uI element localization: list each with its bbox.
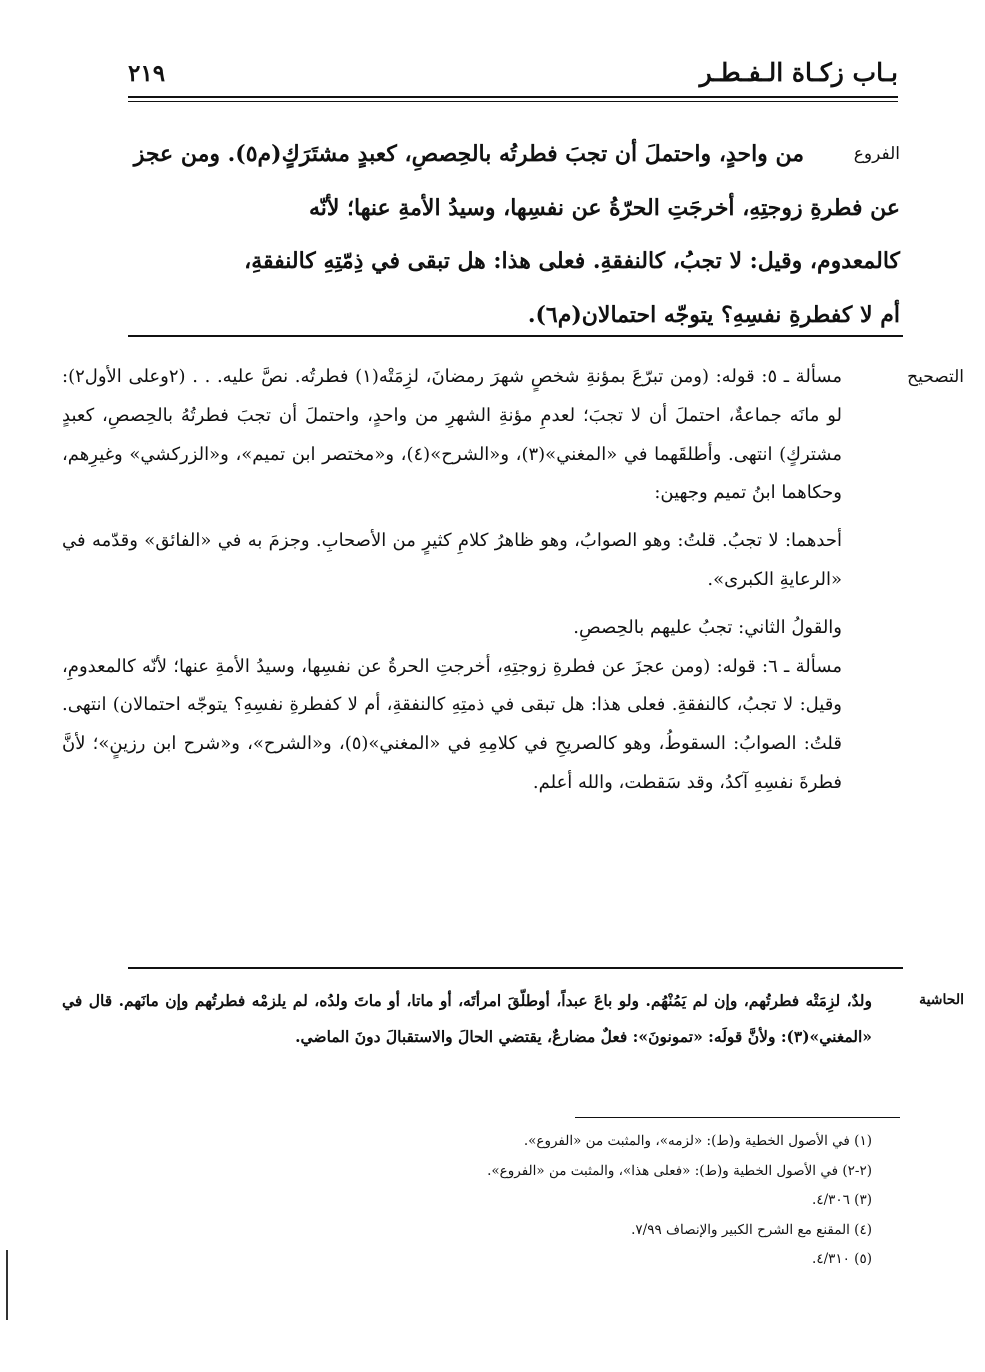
tashih-paragraph: مسألة ـ ٥: قوله: (ومن تبرّعَ بمؤنةِ شخصٍ شهرَ رمضانَ، لزِمَتْه(١) فطرتُه. نصَّ عليه. . . (٢وعلى الأول٢): لو مانَه جماعةٌ، احتملَ أن لا تجبَ؛ لعدمِ مؤنةِ الشهرِ من واحدٍ، واحتملَ أن تجبَ فطرتُهُ بالحِصصِ، كعبدٍ مشتركٍ) انتهى. وأطلقَهما في «المغني»(٣)، و«الشرح»(٤)، و«مختصر ابن تميم»، و«الزركشي» وغيرِهم، وحكاهما ابنُ تميم وجهين:	[62, 366, 843, 504]
furu-line: عن فطرةِ زوجتِهِ، أخرجَتِ الحرّةُ عن نفسِها، وسيدُ الأمةِ عنها؛ لأنّه	[308, 194, 900, 221]
footnote: (٢-٢) في الأصول الخطية و(ط): «فعلى هذا»، والمثبت من «الفروع».	[487, 1162, 872, 1179]
page-number: ٢١٩	[128, 60, 166, 87]
footnote: (٣) ٤/٣٠٦.	[812, 1192, 872, 1208]
section-divider	[128, 335, 903, 337]
furu-line: كالمعدوم، وقيل: لا تجبُ، كالنفقةِ. فعلى هذا: هل تبقى في ذِمّتِهِ كالنفقةِ،	[244, 248, 900, 274]
section-divider	[128, 967, 903, 969]
furu-label: الفروع	[853, 144, 900, 164]
running-head	[128, 58, 898, 98]
margin-mark	[6, 1250, 8, 1320]
chapter-title: بـاب زكـاة الـفـطـر	[699, 58, 898, 87]
tashih-paragraph: مسألة ـ ٦: قوله: (ومن عجزَ عن فطرةِ زوجتِهِ، أخرجتِ الحرةُ عن نفسِها، وسيدُ الأمةِ عنها؛ لأنّه كالمعدومِ، وقيل: لا تجبُ، كالنفقةِ. فعلى هذا: هل تبقى في ذمتِهِ كالنفقةِ، أم لا كفطرةِ نفسِهِ؟ يتوجّه احتمالان) انتهى. قلتُ: الصوابُ: السقوطُ، وهو كالصريحِ في كلامِهِ في «المغني»(٥)، و«الشرح»، و«شرح ابن رزينٍ»؛ لأنَّ فطرةَ نفسِهِ آكدُ، وقد سَقطت، والله أعلم.	[62, 655, 842, 793]
footnote: (٥) ٤/٣١٠.	[812, 1251, 872, 1267]
hashiya-label: الحاشية	[919, 992, 964, 1008]
furu-line: أم لا كفطرةِ نفسِهِ؟ يتوجّه احتمالان(م٦).	[527, 301, 900, 328]
footnote: (٤) المقنع مع الشرح الكبير والإنصاف ٧/٩٩.	[631, 1221, 872, 1238]
hashiya-section	[62, 983, 964, 1054]
hashiya-text: ولدٌ، لزِمَتْه فطرتُهم، وإن لم يَمُنْهُم. ولو باعَ عبداً، أوطلّقَ امرأتَه، أو ماتا، أو ماتَ ولدُه، لم يلزمْه فطرتُهم وإن مانَهم. قال في «المغني»(٣): ولأنَّ قولَه: «تمونونَ»: فعلٌ مضارعٌ، يقتضي الحالَ والاستقبالَ دونَ الماضي.	[62, 991, 872, 1046]
tashih-paragraph: والقولُ الثاني: تجبُ عليهم بالحِصصِ.	[573, 616, 842, 638]
tashih-section	[62, 358, 964, 803]
footnotes-rule	[575, 1117, 900, 1118]
footnote: (١) في الأصول الخطية و(ط): «لزمه»، والمثبت من «الفروع».	[523, 1133, 872, 1149]
footnotes	[150, 1127, 872, 1275]
header-rule	[128, 96, 898, 102]
furu-line: من واحدٍ، واحتملَ أن تجبَ فطرتُه بالحِصصِ، كعبدٍ مشتَرَكٍ(م٥). ومن عجز	[133, 141, 804, 167]
tashih-label: التصحيح	[907, 367, 964, 387]
furu-section	[62, 128, 900, 342]
tashih-paragraph: أحدهما: لا تجبُ. قلتُ: وهو الصوابُ، وهو ظاهرُ كلامِ كثيرٍ من الأصحابِ. وجزمَ به في «الفائق» وقدّمه في «الرعايةِ الكبرى».	[62, 530, 842, 590]
